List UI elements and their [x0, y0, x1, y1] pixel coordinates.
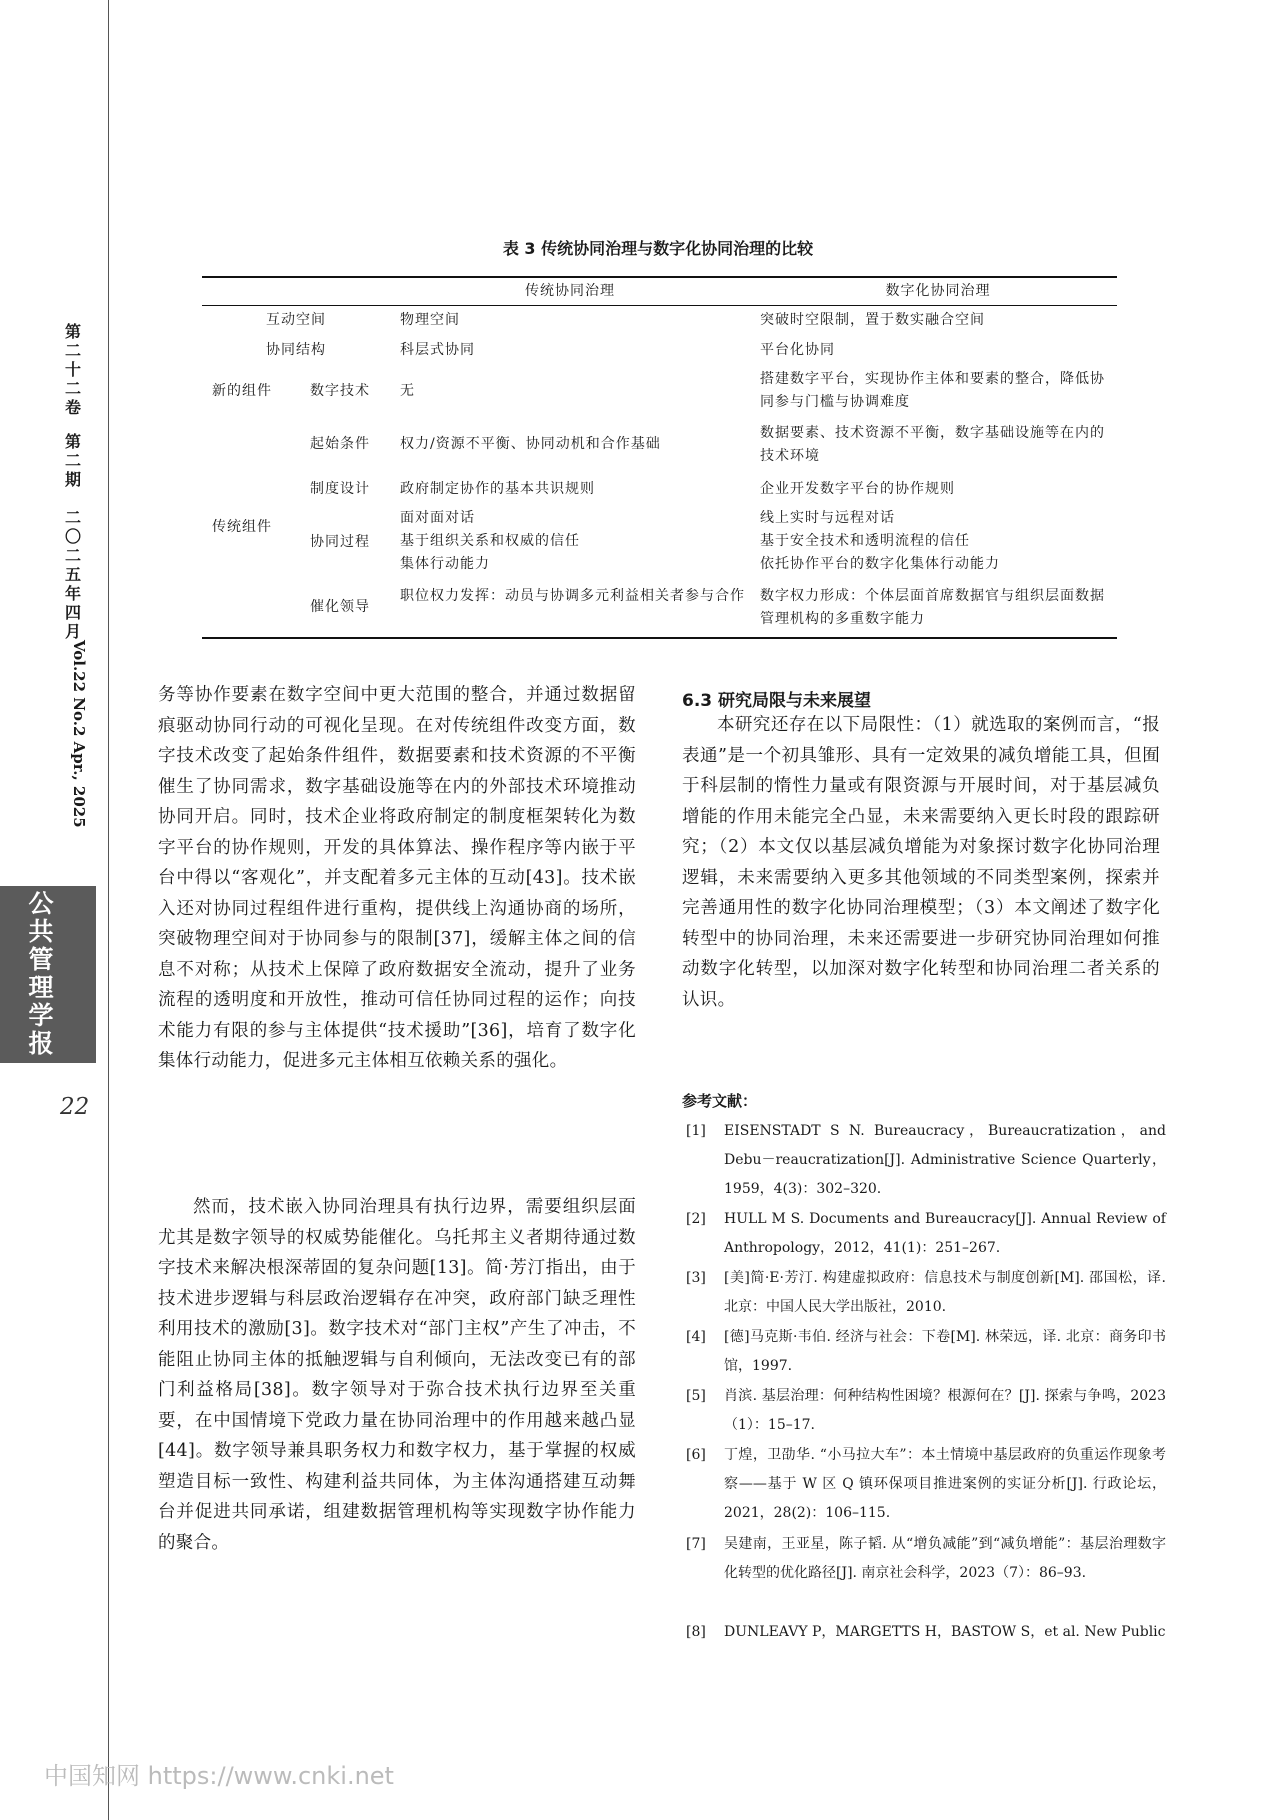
- reference-item: [3] [美]简·E·芳汀. 构建虚拟政府：信息技术与制度创新[M]. 邵国松，译. 北京：中国人民大学出版社，2010.: [686, 1270, 1166, 1315]
- table-cell: 突破时空限制，置于数实融合空间: [760, 312, 985, 328]
- section-heading: 6.3 研究局限与未来展望: [682, 691, 872, 711]
- reference-item: [7] 吴建南，王亚星，陈子韬. 从“增负减能”到“减负增能”：基层治理数字化转型的优化路径[J]. 南京社会科学，2023（7）：86–93.: [686, 1536, 1166, 1581]
- body-paragraph: 本研究还存在以下局限性：（1）就选取的案例而言，“报表通”是一个初具雏形、具有一定效果的减负增能工具，但囿于科层制的惰性力量或有限资源与开展时间，对于基层减负增能的作用未能完全凸显，未来需要纳入更长时段的跟踪研究；（2）本文仅以基层减负增能为对象探讨数字化协同治理逻辑，未来需要纳入更多其他领域的不同类型案例，探索并完善通用性的数字化协同治理模型；（3）本文阐述了数字化转型中的协同治理，未来还需要进一步研究协同治理如何推动数字化转型，以加深对数字化转型和协同治理二者关系的认识。: [682, 715, 1160, 1010]
- sidebar-issue: 第二期: [64, 432, 81, 489]
- table-top-rule: [202, 276, 1117, 278]
- reference-item: [2] HULL M S. Documents and Bureaucracy[J]. Annual Review of Anthropology，2012，41(1)：251–267.: [686, 1211, 1166, 1256]
- margin-rule: [108, 0, 109, 1820]
- table-bottom-rule: [202, 637, 1117, 639]
- table-cell: 搭建数字平台，实现协作主体和要素的整合，降低协同参与门槛与协调难度: [760, 371, 1105, 410]
- table-row-label: 催化领导: [310, 599, 370, 615]
- table-cell: 企业开发数字平台的协作规则: [760, 481, 955, 497]
- references-heading: 参考文献：: [682, 1092, 758, 1110]
- table-cell: 职位权力发挥：动员与协调多元利益相关者参与合作: [400, 588, 745, 604]
- table-cell: 数字权力形成：个体层面首席数据官与组织层面数据管理机构的多重数字能力: [760, 588, 1105, 627]
- sidebar-vol-en: Vol.22 No.2 Apr., 2025: [70, 640, 88, 828]
- reference-item: [5] 肖滨. 基层治理：何种结构性困境？根源何在？[J]. 探索与争鸣，2023（1）：15–17.: [686, 1388, 1166, 1433]
- sidebar-volume: 第二十二卷: [64, 322, 81, 417]
- table-cell: 线上实时与远程对话 基于安全技术和透明流程的信任 依托协作平台的数字化集体行动能力: [760, 510, 1000, 572]
- body-paragraph: 然而，技术嵌入协同治理具有执行边界，需要组织层面尤其是数字领导的权威势能催化。乌托邦主义者期待通过数字技术来解决根深蒂固的复杂问题[13]。简·芳汀指出，由于技术进步逻辑与科层政治逻辑存在冲突，政府部门缺乏理性利用技术的激励[3]。数字技术对“部门主权”产生了冲击，不能阻止协同主体的抵触逻辑与自利倾向，无法改变已有的部门利益格局[38]。数字领导对于弥合技术执行边界至关重要，在中国情境下党政力量在协同治理中的作用越来越凸显[44]。数字领导兼具职务权力和数字权力，基于掌握的权威塑造目标一致性、构建利益共同体，为主体沟通搭建互动舞台并促进共同承诺，组建数据管理机构等实现数字协作能力的聚合。: [158, 1197, 636, 1553]
- table-cell: 数据要素、技术资源不平衡，数字基础设施等在内的技术环境: [760, 425, 1105, 464]
- table-row-label: 协同过程: [310, 534, 370, 550]
- reference-item: [4] [德]马克斯·韦伯. 经济与社会：下卷[M]. 林荣远，译. 北京：商务印书馆，1997.: [686, 1329, 1166, 1374]
- table-cell: 无: [400, 383, 415, 399]
- reference-item: [1] EISENSTADT S N. Bureaucracy，Bureaucratization，and Debu－reaucratization[J]. Administrative Science Quarterly，1959，4(3)：302–320.: [686, 1123, 1166, 1197]
- body-paragraph: 务等协作要素在数字空间中更大范围的整合，并通过数据留痕驱动协同行动的可视化呈现。在对传统组件改变方面，数字技术改变了起始条件组件，数据要素和技术资源的不平衡催生了协同需求，数字基础设施等在内的外部技术环境推动协同开启。同时，技术企业将政府制定的制度框架转化为数字平台的协作规则，开发的具体算法、操作程序等内嵌于平台中得以“客观化”，并支配着多元主体的互动[43]。技术嵌入还对协同过程组件进行重构，提供线上沟通协商的场所，突破物理空间对于协同参与的限制[37]，缓解主体之间的信息不对称；从技术上保障了政府数据安全流动，提升了业务流程的透明度和开放性，推动可信任协同过程的运作；向技术能力有限的参与主体提供“技术援助”[36]，培育了数字化集体行动能力，促进多元主体相互依赖关系的强化。: [158, 685, 636, 1071]
- table-cell: 政府制定协作的基本共识规则: [400, 481, 595, 497]
- cnki-watermark: 中国知网 https://www.cnki.net: [44, 1762, 394, 1790]
- sidebar-date: 二〇二五年四月: [64, 508, 81, 641]
- table-header-rule: [202, 305, 1117, 306]
- table-row-label: 协同结构: [266, 342, 326, 358]
- table-cell: 权力/资源不平衡、协同动机和合作基础: [400, 436, 661, 452]
- table-row-label: 起始条件: [310, 436, 370, 452]
- table-header-traditional: 传统协同治理: [525, 283, 615, 299]
- page-number: 22: [60, 1094, 90, 1120]
- table-group-traditional: 传统组件: [212, 519, 272, 535]
- table-cell: 物理空间: [400, 312, 460, 328]
- table-row-label: 制度设计: [310, 481, 370, 497]
- table-header-digital: 数字化协同治理: [885, 283, 991, 299]
- journal-name-block: 公 共 管 理 学 报: [0, 886, 96, 1063]
- reference-item: [6] 丁煌，卫劭华. “小马拉大车”：本土情境中基层政府的负重运作现象考察——基于 W 区 Q 镇环保项目推进案例的实证分析[J]. 行政论坛，2021，28(2)：106–115.: [686, 1447, 1166, 1521]
- table-row-label: 互动空间: [266, 312, 326, 328]
- table-cell: 科层式协同: [400, 342, 475, 358]
- table-caption: 表 3 传统协同治理与数字化协同治理的比较: [502, 239, 814, 258]
- table-row-label: 数字技术: [310, 383, 370, 399]
- table-cell: 面对面对话 基于组织关系和权威的信任 集体行动能力: [400, 510, 580, 572]
- reference-item: [8] DUNLEAVY P，MARGETTS H，BASTOW S，et al. New Public: [686, 1624, 1166, 1640]
- table-cell: 平台化协同: [760, 342, 835, 358]
- table-group-new: 新的组件: [212, 383, 272, 399]
